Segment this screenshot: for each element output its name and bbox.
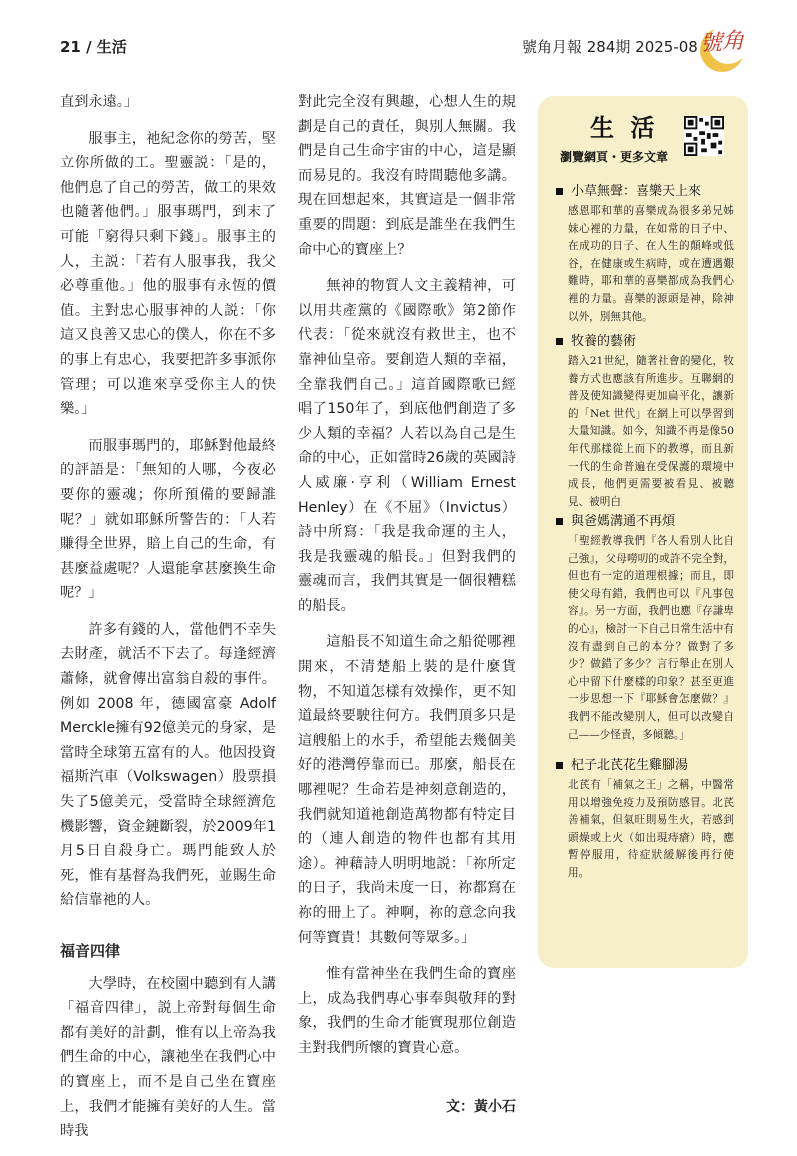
section-heading: 福音四律 bbox=[60, 942, 121, 960]
sidebar-article-excerpt: 踏入21世紀，隨著社會的變化，牧養方式也應該有所進步。互聯網的普及使知識變得更加扁平化，讓新的「Net 世代」在網上可以學習到大量知識。如今，知識不再是像50年代那樣從上而下的教導，而且新一代的生命普遍在受保護的環境中成長，他們更需要被看見、被聽見、被明白 bbox=[568, 355, 734, 508]
issue-info: 號角月報 284期 2025-08 bbox=[522, 38, 698, 56]
sidebar-article-2[interactable] bbox=[556, 330, 734, 511]
sidebar-article-excerpt: 「聖經教導我們『各人看別人比自己強』，父母嘮叨的或許不完全對，但也有一定的道理根據；而且，即使父母有錯，我們也可以『凡事包容』。另一方面，我們也應『存謙卑的心』，檢討一下自己日常生活中有沒有盡到自己的本分？做對了多少？做錯了多少？言行舉止在別人心中留下什麼樣的印象？甚至更進一步思想一下『耶穌會怎麼做？』我們不能改變別人，但可以改變自己——少怪責，多傾聽。」 bbox=[568, 535, 734, 741]
svg-text:角: 角 bbox=[722, 29, 745, 54]
paragraph: 服事主，祂紀念你的勞苦，堅立你所做的工。聖靈説：「是的，他們息了自己的勞苦，做工的果效也隨著他們。」服事瑪門，到末了可能「窮得只剩下錢」。服事主的人，主説：「若有人服事我，我父必尊重他。」他的服事有永恆的價值。主對忠心服事神的人説：「你這又良善又忠心的僕人，你在不多的事上有忠心，我要把許多事派你管理；可以進來享受你主人的快樂。」 bbox=[60, 130, 276, 418]
sidebar-article-title[interactable]: 牧養的藝術 bbox=[571, 334, 637, 349]
article-column-1 bbox=[60, 90, 276, 1156]
sidebar-article-3[interactable] bbox=[556, 510, 734, 744]
author-byline: 文：黃小石 bbox=[446, 1098, 516, 1115]
page-number-section: 21 / 生活 bbox=[60, 38, 127, 56]
sidebar-article-excerpt: 感恩耶和華的喜樂成為很多弟兄姊妹心裡的力量，在如常的日子中、在成功的日子、在人生的顛峰或低谷，在健康或生病時，或在遭遇艱難時，耶和華的喜樂都成為我們心裡的力量。喜樂的源頭是神，除神以外，別無其他。 bbox=[568, 205, 734, 323]
sidebar-article-1[interactable] bbox=[556, 180, 734, 326]
magazine-logo bbox=[692, 14, 752, 76]
paragraph: 而服事瑪門的，耶穌對他最終的評語是：「無知的人哪，今夜必要你的靈魂；你所預備的要歸誰呢？」就如耶穌所警告的：「人若賺得全世界，賠上自己的生命，有甚麼益處呢？人還能拿甚麼換生命呢？」 bbox=[60, 437, 276, 602]
sidebar-panel bbox=[538, 96, 748, 968]
bullet-square-icon bbox=[556, 762, 563, 769]
sidebar-article-title[interactable]: 杞子北芪花生雞腳湯 bbox=[571, 758, 689, 773]
bullet-square-icon bbox=[556, 338, 563, 345]
sidebar-article-title[interactable]: 與爸媽溝通不再煩 bbox=[571, 514, 676, 529]
paragraph: 無神的物質人文主義精神，可以用共產黨的《國際歌》第2節作代表：「從來就沒有救世主，也不靠神仙皇帝。要創造人類的幸福，全靠我們自己。」這首國際歌已經唱了150年了，到底他們創造了多少人類的幸福？人若以為自己是生命的中心，正如當時26歲的英國詩人威廉·亨利（William Ernest Henley）在《不屈》（Invictus）詩中所寫：「我是我命運的主人，我是我靈魂的船長。」但對我們的靈魂而言，我們其實是一個很糟糕的船長。 bbox=[298, 278, 516, 614]
qr-code-icon[interactable] bbox=[684, 116, 724, 156]
paragraph: 惟有當神坐在我們生命的寶座上，成為我們專心事奉與敬拜的對象，我們的生命才能實現那位創造主對我們所懷的寶貴心意。 bbox=[298, 966, 516, 1056]
paragraph: 直到永遠。」 bbox=[60, 94, 139, 110]
sidebar-article-4[interactable] bbox=[556, 754, 734, 883]
bullet-square-icon bbox=[556, 188, 563, 195]
paragraph: 對此完全沒有興趣，心想人生的規劃是自己的責任，與別人無關。我們是自己生命宇宙的中心，這是顯而易見的。我沒有時間聽他多講。現在回想起來，其實這是一個非常重要的問題：到底是誰坐在我們生命中心的寶座上？ bbox=[298, 94, 516, 258]
sidebar-article-excerpt: 北芪有「補氣之王」之稱，中醫常用以增強免疫力及預防感冒。北芪善補氣，但氣旺則易生火，若感到頭燥或上火（如出現痔瘡）時，應暫停服用，待症狀緩解後再行使用。 bbox=[568, 779, 734, 879]
paragraph: 許多有錢的人，當他們不幸失去財產，就活不下去了。每逢經濟蕭條，就會傳出富翁自殺的事件。例如 2008 年，德國富豪 Adolf Merckle擁有92億美元的身家，是當時全球第五富有的人。他因投資福斯汽車（Volkswagen）股票損失了5億美元，受當時全球經濟危機影響，資金鏈斷裂，於2009年1月5日自殺身亡。瑪門能致人於死，惟有基督為我們死，並賜生命給信靠祂的人。 bbox=[60, 621, 276, 909]
paragraph: 大學時，在校園中聽到有人講「福音四律」，説上帝對每個生命都有美好的計劃，惟有以上帝為我們生命的中心，讓祂坐在我們心中的寶座上，而不是自己坐在寶座上，我們才能擁有美好的人生。當時我 bbox=[60, 975, 276, 1140]
sidebar-title: 生 活 bbox=[590, 113, 659, 142]
article-column-2 bbox=[298, 90, 516, 1131]
sidebar-article-title[interactable]: 小草無聲：喜樂天上來 bbox=[571, 184, 702, 199]
bullet-square-icon bbox=[556, 518, 563, 525]
sidebar-subtitle: 瀏覽網頁・更多文章 bbox=[560, 150, 669, 164]
paragraph: 這船長不知道生命之船從哪裡開來，不清楚船上裝的是什麼貨物，不知道怎樣有效操作，更不知道最終要駛往何方。我們頂多只是這艘船上的水手，希望能去幾個美好的港灣停靠而已。那麼，船長在哪裡呢？生命若是神刻意創造的，我們就知道祂創造萬物都有特定目的（連人創造的物件也都有其用途）。神藉詩人明明地説：「祢所定的日子，我尚未度一日，祢都寫在祢的冊上了。神啊，祢的意念向我何等寶貴！其數何等眾多。」 bbox=[298, 634, 516, 946]
svg-text:號: 號 bbox=[700, 31, 723, 56]
